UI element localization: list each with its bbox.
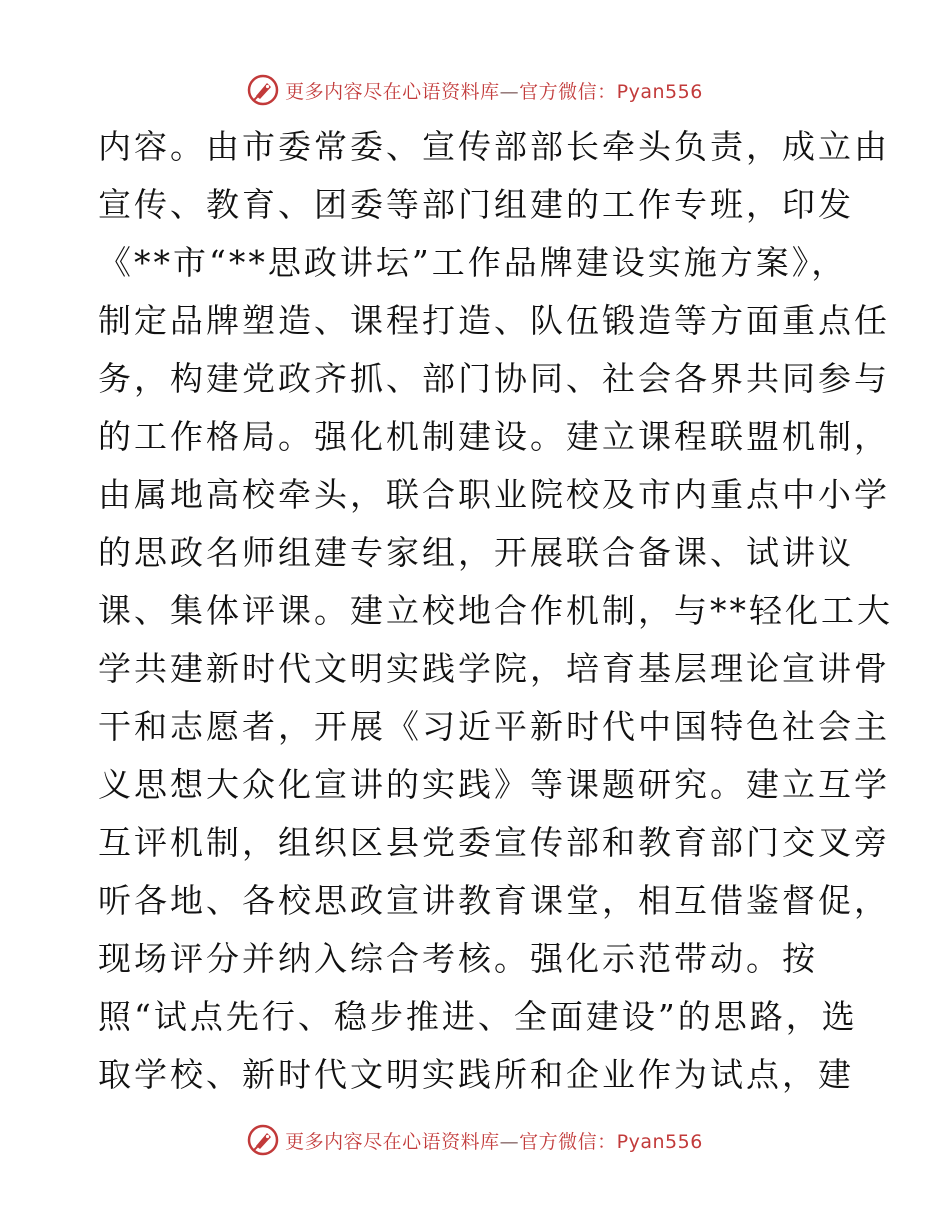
text-line: 干和志愿者，开展《习近平新时代中国特色社会主 (98, 707, 890, 746)
text-line: 听各地、各校思政宣讲教育课堂，相互借鉴督促， (98, 881, 890, 920)
text-line: 的思政名师组建专家组，开展联合备课、试讲议 (98, 533, 854, 572)
pen-nib-logo-icon (247, 74, 279, 106)
text-line: 取学校、新时代文明实践所和企业作为试点，建 (98, 1055, 854, 1094)
text-line: 照“试点先行、稳步推进、全面建设”的思路，选 (98, 997, 858, 1036)
text-line: 务，构建党政齐抓、部门协同、社会各界共同参与 (98, 359, 890, 398)
document-body (98, 118, 893, 1104)
text-line: 课、集体评课。建立校地合作机制，与**轻化工大 (98, 591, 893, 630)
text-line: 义思想大众化宣讲的实践》等课题研究。建立互学 (98, 765, 890, 804)
text-line: 的工作格局。强化机制建设。建立课程联盟机制， (98, 417, 890, 456)
header-banner (0, 70, 950, 110)
text-line: 制定品牌塑造、课程打造、队伍锻造等方面重点任 (98, 301, 890, 340)
footer-banner (0, 1120, 950, 1160)
text-line: 《**市“**思政讲坛”工作品牌建设实施方案》， (98, 243, 848, 282)
footer-banner-text: 更多内容尽在心语资料库—官方微信：Pyan556 (285, 1130, 703, 1153)
text-line: 学共建新时代文明实践学院，培育基层理论宣讲骨 (98, 649, 890, 688)
pen-nib-logo-icon (247, 1124, 279, 1156)
text-line: 内容。由市委常委、宣传部部长牵头负责，成立由 (98, 127, 890, 166)
text-line: 现场评分并纳入综合考核。强化示范带动。按 (98, 939, 818, 978)
text-line: 互评机制，组织区县党委宣传部和教育部门交叉旁 (98, 823, 890, 862)
text-line: 宣传、教育、团委等部门组建的工作专班，印发 (98, 185, 854, 224)
text-line: 由属地高校牵头，联合职业院校及市内重点中小学 (98, 475, 890, 514)
header-banner-text: 更多内容尽在心语资料库—官方微信：Pyan556 (285, 80, 703, 103)
